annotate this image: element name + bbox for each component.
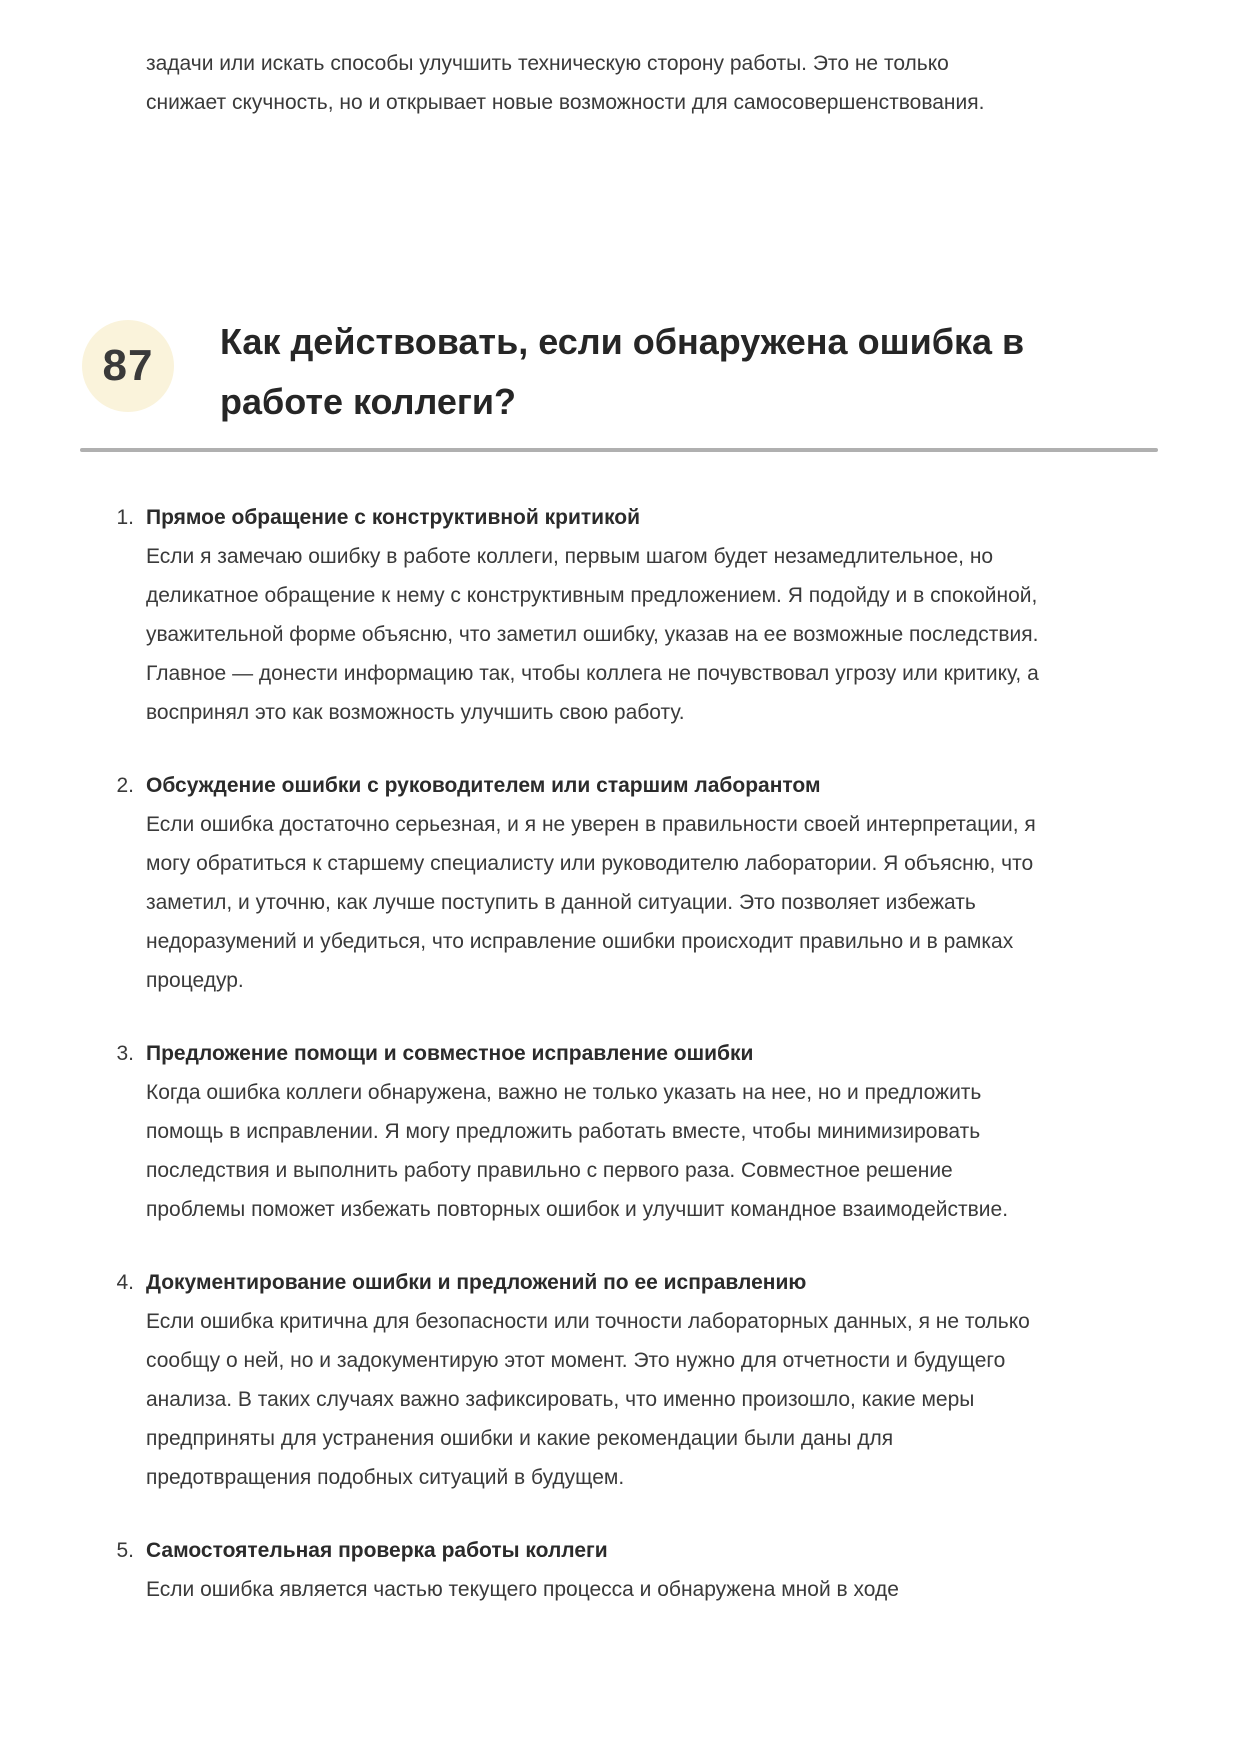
answer-body: Когда ошибка коллеги обнаружена, важно не только указать на нее, но и предложить помощь в исправлении. Я могу предложить работать вместе, чтобы минимизировать последствия и выполнить работу правильно с первого раза. Совместное решение проблемы поможет избежать повторных ошибок и улучшит командное взаимодействие.	[146, 1081, 1009, 1221]
answer-title: Обсуждение ошибки с руководителем или старшим лаборантом	[146, 774, 821, 797]
answer-body: Если я замечаю ошибку в работе коллеги, первым шагом будет незамедлительное, но деликатное обращение к нему с конструктивным предложением. Я подойду и в спокойной, уважительной форме объясню, что заметил ошибку, указав на ее возможные последствия. Главное — донести информацию так, чтобы коллега не почувствовал угрозу или критику, а воспринял это как возможность улучшить свою работу.	[146, 545, 1039, 724]
answer-title: Самостоятельная проверка работы коллеги	[146, 1539, 608, 1562]
header-divider	[80, 448, 1158, 452]
answer-content	[146, 498, 1046, 732]
question-header	[82, 306, 1239, 432]
answer-content	[146, 1531, 1046, 1609]
answer-number: 4.	[116, 1271, 134, 1294]
answer-content	[146, 766, 1046, 1000]
answer-item-5	[80, 1531, 1066, 1609]
answer-body: Если ошибка критична для безопасности или точности лабораторных данных, я не только сообщу о ней, но и задокументирую этот момент. Это нужно для отчетности и будущего анализа. В таких случаях важно зафиксировать, что именно произошло, какие меры предприняты для устранения ошибки и какие рекомендации были даны для предотвращения подобных ситуаций в будущем.	[146, 1310, 1030, 1489]
answer-item-2	[80, 766, 1066, 1000]
answer-list	[80, 498, 1066, 1609]
answer-body: Если ошибка является частью текущего процесса и обнаружена мной в ходе	[146, 1578, 899, 1601]
question-number: 87	[102, 341, 154, 390]
answer-title: Документирование ошибки и предложений по ее исправлению	[146, 1271, 807, 1294]
answer-body: Если ошибка достаточно серьезная, и я не уверен в правильности своей интерпретации, я могу обратиться к старшему специалисту или руководителю лаборатории. Я объясню, что заметил, и уточню, как лучше поступить в данной ситуации. Это позволяет избежать недоразумений и убедиться, что исправление ошибки происходит правильно и в рамках процедур.	[146, 813, 1036, 992]
answer-number: 2.	[116, 774, 134, 797]
answer-title: Прямое обращение с конструктивной критикой	[146, 506, 641, 529]
answer-number: 5.	[116, 1539, 134, 1562]
answer-number: 1.	[116, 506, 134, 529]
answer-item-4	[80, 1263, 1066, 1497]
question-title: Как действовать, если обнаружена ошибка в работе коллеги?	[220, 321, 1025, 422]
intro-continuation-paragraph: задачи или искать способы улучшить техническую сторону работы. Это не только снижает скучность, но и открывает новые возможности для самосовершенствования.	[146, 52, 985, 114]
answer-item-1	[80, 498, 1066, 732]
answer-item-3	[80, 1034, 1066, 1229]
answer-number: 3.	[116, 1042, 134, 1065]
answer-content	[146, 1034, 1046, 1229]
answer-title: Предложение помощи и совместное исправление ошибки	[146, 1042, 754, 1065]
question-number-badge	[82, 320, 174, 412]
answer-content	[146, 1263, 1046, 1497]
